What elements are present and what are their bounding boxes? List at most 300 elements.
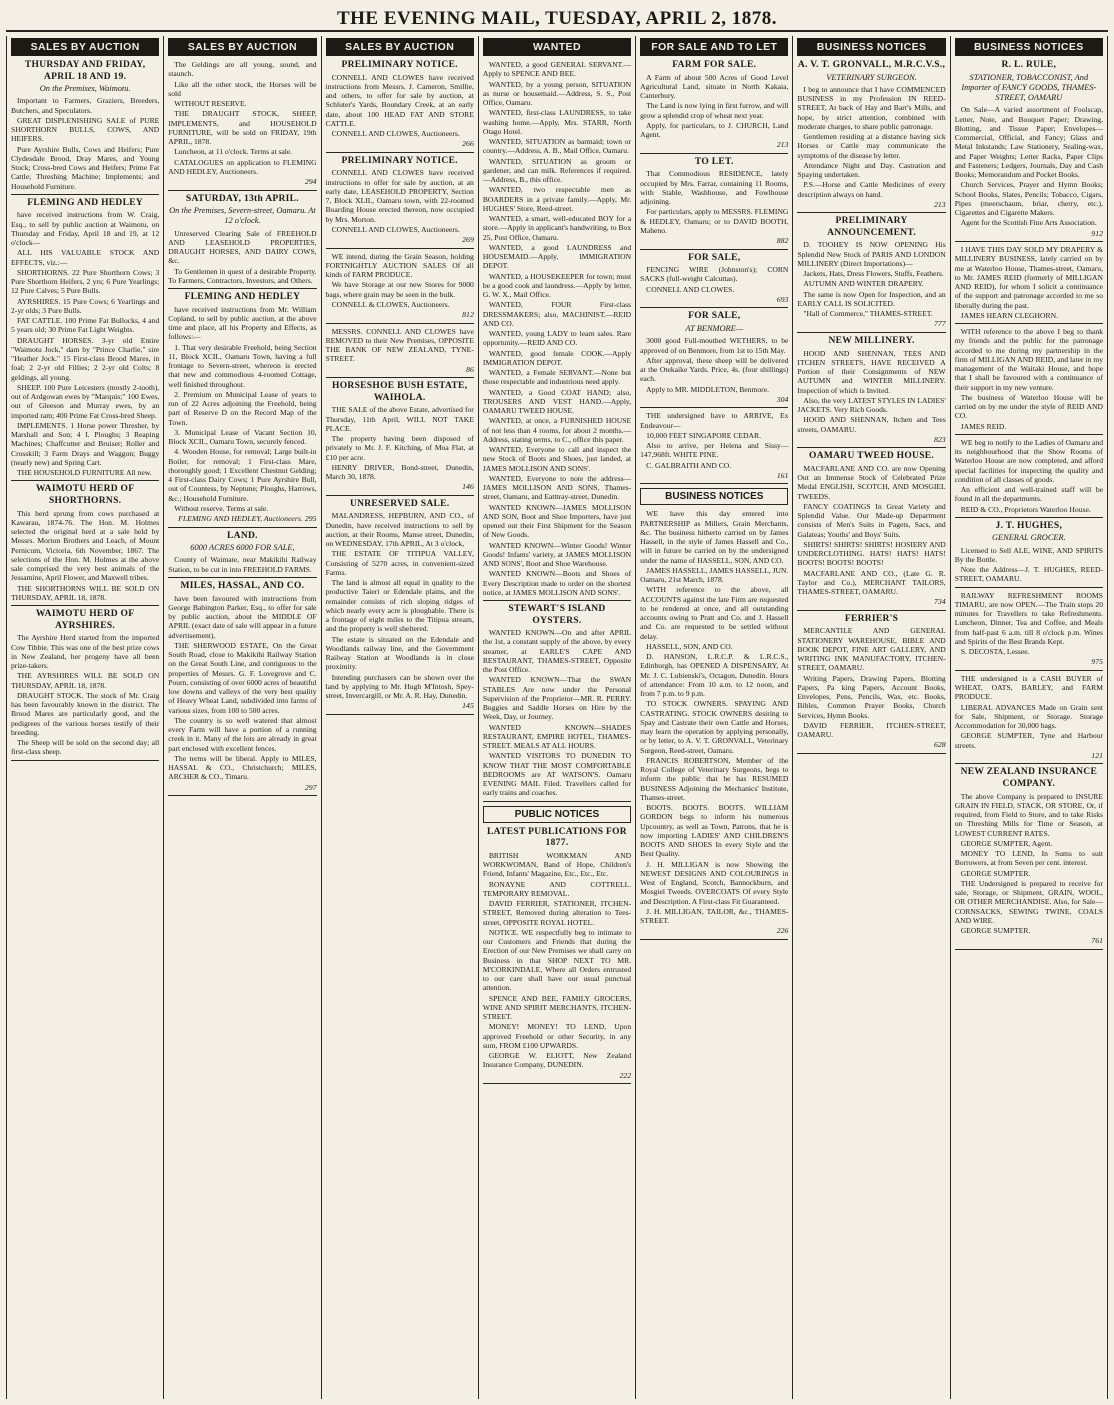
advertisement <box>640 60 788 150</box>
ad-body <box>955 105 1103 227</box>
ad-paragraph: WANTED, first-class LAUNDRESS, to take washing home.—Apply, Mrs. STARR, North Otago Hotel. <box>482 108 632 136</box>
ad-title: OAMARU TWEED HOUSE. <box>809 451 935 462</box>
ad-paragraph: Unreserved Clearing Sale of FREEHOLD AND LEASEHOLD PROPERTIES, DRAUGHT HORSES, AND DAIRY COWS, &c. <box>168 228 317 266</box>
ad-paragraph: MONEY TO LEND, In Sums to suit Borrowers, at from Seven per cent. interest. <box>954 849 1103 868</box>
ad-paragraph: MACFARLANE AND CO., (Late G. R. Taylor and Co.), MERCHANT TAILORS, THAMES-STREET, OAMARU. <box>797 568 946 597</box>
ad-title: MILES, HASSAL, AND CO. <box>180 580 305 591</box>
column-4 <box>479 36 636 1399</box>
ad-paragraph: have been favoured with instructions from George Babington Parker, Esq., to offer for sale by public auction, about the MIDDLE OF APRIL (exact date of sale will appear in a future advertisement), <box>168 593 317 640</box>
ad-paragraph: J. H. MILLIGAN is now Showing the NEWEST DESIGNS AND COLOURINGS in West of England, Scotch, Bannockburn, and Mosgiel Tweeds. OVERCOATS Of every Style and Description. A First-class Fit Guaranteed. <box>640 859 789 906</box>
advertisement <box>326 381 474 492</box>
advertisement <box>168 292 316 524</box>
ad-paragraph: HOOD AND SHENNAN, TEES AND ITCHEN STREETS, HAVE RECEIVED A Portion of their Consignments of NEW AUTUMN and WINTER MILLINERY. Inspection of which is Invited. <box>797 348 946 395</box>
ad-signature: 734 <box>934 597 946 607</box>
ad-title: R. L. RULE, <box>1001 60 1057 70</box>
ad-paragraph: GEORGE W. ELIOTT, New Zealand Insurance Company, DUNEDIN. <box>482 1051 632 1070</box>
ad-paragraph: On Sale—A varied assortment of Foolscap, Letter, Note, and Bouquet Paper; Drawing, Blotting, and Tissue Paper; Envelopes—Commercial, Official, and Fancy; Glass and Metal Inkstands; Law Stationery, Sealing-wax, and Paper Weights; Letter Racks, Paper Clips and Fasteners; Ledgers, Journals, Day and Cash Books; Memorandum and Pocket Books. <box>954 105 1103 180</box>
ad-title: J. T. HUGHES, <box>995 520 1063 531</box>
ad-paragraph: WANTED, a good GENERAL SERVANT.—Apply to SPENCE AND BEE. <box>482 60 632 79</box>
ad-divider <box>797 610 945 611</box>
ad-paragraph: JAMES HEARN CLEGHORN. <box>960 310 1058 320</box>
ad-signature: FLEMING AND HEDLEY, Auctioneers. 295 <box>178 514 317 524</box>
ad-paragraph: CONNELL & CLOWES, Auctioneers. <box>331 299 450 309</box>
ad-paragraph: Jackets, Hats, Dress Flowers, Stuffs, Feathers. <box>803 269 944 279</box>
advertisement <box>326 252 474 320</box>
ad-divider <box>640 407 788 408</box>
ad-body <box>797 349 945 434</box>
column-heading: BUSINESS NOTICES <box>955 38 1103 56</box>
ad-title: WAIMOTU HERD OF AYRSHIRES. <box>35 609 135 631</box>
ad-title: SATURDAY, 13th APRIL. <box>185 193 299 204</box>
ad-signature: 628 <box>934 740 946 750</box>
ad-paragraph: MALANDRESS, HEPBURN, AND CO., of Dunedin, have received instructions to sell by auction, at their Rooms, Manse street, Dunedin, on WEDNESDAY, 17th APRIL, At 3 o'clock, <box>325 511 474 549</box>
ad-title: PRELIMINARY NOTICE. <box>341 155 458 166</box>
ad-paragraph: WITH reference to the above, all ACCOUNTS against the late Firm are requested to be rendered at once, and all outstanding accounts owing to Pratt and Co. and J. Hassell and Co. are requested to be settled without delay. <box>640 585 789 641</box>
ad-paragraph: WE have this day entered into PARTNERSHIP as Millers, Grain Merchants, &c. The business hitherto carried on by James Hassell, in the style of James Hassell and Co., will in future be carried on by the undersigned under the name of HASSELL, SON, AND CO. <box>640 509 789 565</box>
ad-paragraph: BOOTS. BOOTS. BOOTS. WILLIAM GORDON begs to inform his numerous Upcountry, as well as Town, Patrons, that he is now importing LADIES' AND CHILDREN'S BOOTS AND SHOES In every Style and the Best Quality. <box>640 803 789 859</box>
ad-divider <box>955 434 1103 435</box>
advertisement <box>797 336 945 444</box>
ad-body <box>11 210 159 477</box>
ad-paragraph: Intending purchasers can be shown over the land by applying to Mr. Hugh M'Intosh, Spey-street, Invercargill, or Mr. A. R. Hay, Dunedin. <box>325 672 474 701</box>
column-heading: BUSINESS NOTICES <box>797 38 945 56</box>
ad-divider <box>326 248 474 249</box>
ad-paragraph: THE AYRSHIRES WILL BE SOLD ON THURSDAY, APRIL 18, 1878. <box>11 671 160 690</box>
ad-divider <box>168 527 316 528</box>
ad-paragraph: WANTED, good female COOK.—Apply IMMIGRATION DEPOT. <box>482 348 632 367</box>
ad-divider <box>326 152 474 153</box>
ad-title: PRELIMINARY ANNOUNCEMENT. <box>827 216 917 238</box>
advertisement <box>326 327 474 375</box>
ad-paragraph: FRANCIS ROBERTSON, Member of the Royal College of Veterinary Surgeons, begs to inform the public that he has RESUMED BUSINESS Adjoining the Mechanics' Institute, Thames-street. <box>640 755 789 802</box>
ad-paragraph: County of Waimate, near Makikihi Railway Station, to be cut in into FREEHOLD FARMS. <box>168 555 317 574</box>
ad-paragraph: Important to Farmers, Graziers, Breeders, Butchers, and Speculators. <box>11 96 160 115</box>
ad-subtitle: 6000 ACRES 6000 FOR SALE, <box>190 543 295 553</box>
advertisement <box>955 767 1103 945</box>
column-heading: FOR SALE AND TO LET <box>640 38 788 56</box>
ad-paragraph: GEORGE SUMPTER. <box>960 926 1031 936</box>
ad-title: A. V. T. GRONVALL, M.R.C.V.S., <box>797 60 946 70</box>
ad-paragraph: Licensed to Sell ALE, WINE, AND SPIRITS By the Bottle. <box>954 545 1103 564</box>
advertisement <box>168 194 316 286</box>
ad-body <box>797 85 945 199</box>
ad-paragraph: AYRSHIRES. 15 Pure Cows; 6 Yearlings and 2-yr olds; 3 Pure Bulls. <box>11 296 160 315</box>
ad-paragraph: Writing Papers, Drawing Papers, Blotting Papers, Pa king Papers, Account Books, Envelopes, Pens, Pencils, Wax, etc. Books, Bibles, Common Prayer Books, Church Services, Hymn Books. <box>797 673 946 720</box>
ad-body <box>955 674 1103 750</box>
ad-divider <box>640 483 788 484</box>
column-heading: SALES BY AUCTION <box>168 38 316 56</box>
ad-signature: 213 <box>776 140 789 150</box>
ad-title: STEWART'S ISLAND OYSTERS. <box>508 604 606 626</box>
ad-signature: 213 <box>934 199 946 209</box>
ad-signature: 297 <box>304 782 317 792</box>
ad-paragraph: REID & CO., Proprietors Waterloo House. <box>960 504 1091 514</box>
ad-signature: 975 <box>1091 657 1103 667</box>
ad-divider <box>640 939 788 940</box>
ad-paragraph: BRITISH WORKMAN AND WORKWOMAN, Band of Hope, Children's Friend, Infants' Magazine, Etc., Etc., Etc. <box>482 850 632 879</box>
ad-divider <box>955 763 1103 764</box>
advertisement <box>640 311 788 404</box>
ad-paragraph: WITHOUT RESERVE. <box>174 99 247 108</box>
ad-signature: 86 <box>466 364 474 374</box>
ad-paragraph: Luncheon, at 11 o'clock. Terms at sale. <box>174 147 293 157</box>
ad-paragraph: WANTED, a smart, well-educated BOY for a store.—Apply in applicant's handwriting, to Box 25, Post Office, Oamaru. <box>482 214 632 242</box>
ad-paragraph: GEORGE SUMPTER, Agent. <box>960 838 1053 848</box>
ad-divider <box>797 212 945 213</box>
ad-subtitle: AT BENMORE— <box>685 324 744 334</box>
column-3 <box>322 36 479 1399</box>
ad-paragraph: WANTED KNOWN—Boots and Shoes of Every Description made to order on the shortest notice, at JAMES MOLLISON AND SONS'. <box>482 569 632 597</box>
ad-signature: 222 <box>619 1070 632 1080</box>
ad-paragraph: DAVID FERRIER, STATIONER, ITCHEN-STREET, Removed during alteration to Tees-street, OPPOSITE ROYAL HOTEL. <box>482 899 632 927</box>
ad-title: LATEST PUBLICATIONS FOR 1877. <box>487 826 627 849</box>
ad-body <box>640 73 788 140</box>
ad-paragraph: The Land is now lying in first furrow, and will grow a splendid crop of wheat next year. <box>640 101 789 120</box>
ad-body <box>168 60 316 176</box>
ad-paragraph: The Ayrshire Herd started from the imported Cow Tibbie. This was one of the best prize cows in New Zealand, her progeny have all been prize-takers. <box>11 633 160 671</box>
ad-signature: 912 <box>1091 228 1103 238</box>
ad-paragraph: That Commodious RESIDENCE, lately occupied by Mrs. Farrar, containing 11 Rooms, with Stable, Washhouse, and Fowlhouse adjoining. <box>640 169 789 207</box>
ad-divider <box>797 753 945 754</box>
ad-paragraph: IMPLEMENTS. 1 Horse power Thresher, by Marshall and Son; 4 I. Ploughs; 3 Reaping Machines; Chaffcutter and Bruiser; Roller and Crosskill; 3 Farm Drays and Waggon; Buggy (nearly new) and Spring Cart. <box>11 420 160 467</box>
ad-title: FOR SALE, <box>688 311 741 322</box>
ad-paragraph: FANCY COATINGS In Great Variety and Splendid Value. Our Made-up Department consists of Men's Suits in Pagets, Sacs, and Galateas; Youths' and Boys' Suits. <box>797 501 946 539</box>
ad-paragraph: THE SALE of the above Estate, advertised for Thursday, 11th April, WILL NOT TAKE PLACE. <box>325 405 474 433</box>
ad-subtitle: On the Premises, Waimotu. <box>39 84 131 94</box>
ad-paragraph: GEORGE SUMPTER. <box>960 868 1031 878</box>
ad-body <box>326 511 474 700</box>
ad-paragraph: To Gentlemen in quest of a desirable Property. To Farmers, Contractors, Investors, and Others. <box>168 266 317 285</box>
ad-signature: 823 <box>934 434 946 444</box>
ad-paragraph: WANTED VISITORS TO DUNEDIN TO KNOW THAT THE MOST COMFORTABLE BEDROOMS are AT WATSON'S. Oamaru EVENING MAIL Filed. Travellers called for early trains and coaches. <box>482 751 632 798</box>
section-heading: PUBLIC NOTICES <box>483 806 631 823</box>
advertisement <box>11 198 159 478</box>
ad-body <box>955 438 1103 514</box>
ad-paragraph: THE SHORTHORNS WILL BE SOLD ON THURSDAY, APRIL 18, 1878. <box>11 583 160 602</box>
ad-paragraph: WANTED KNOWN—Winter Goods! Winter Goods! Infants' variety, at JAMES MOLLISON AND SONS', Boot and Shoe Warehouse. <box>482 540 632 568</box>
advertisement <box>640 411 788 480</box>
ad-signature: 294 <box>304 177 317 186</box>
advertisement <box>640 509 788 936</box>
ad-paragraph: SHEEP. 100 Pure Leicesters (mostly 2-tooth), out of Ardgowan ewes by "Marquis;" 100 Ewes, out of Gleeson and Murray ewes, by an imported ram; 400 Prime Fat Cross-bred Sheep. <box>11 382 160 420</box>
ad-divider <box>483 600 631 601</box>
ad-body <box>326 252 474 310</box>
column-6 <box>793 36 950 1399</box>
ad-paragraph: WANTED, young LADY to learn sales. Rare opportunity.—REID AND CO. <box>482 329 632 348</box>
advertisement <box>168 581 316 792</box>
ad-body <box>168 305 316 514</box>
ad-divider <box>640 153 788 154</box>
ad-paragraph: Also, the very LATEST STYLES IN LADIES' JACKETS. Very Rich Goods. <box>797 395 946 415</box>
ad-paragraph: 3000 good Full-mouthed WETHERS, to be approved of on Benmore, from 1st to 15th May. <box>640 336 789 355</box>
ad-signature: 882 <box>776 236 789 246</box>
ad-divider <box>11 760 159 761</box>
ad-body <box>955 591 1103 657</box>
ad-paragraph: WANTED, two respectable men as BOARDERS in a private family.—Apply, Mr. HUGHES' Store, Reed-street. <box>482 185 632 213</box>
ad-paragraph: RAILWAY REFRESHMENT ROOMS TIMARU, are now OPEN.—The Train stops 20 minutes for Travellers to take Refreshments. Luncheon, Dinner, Tea and Coffee, and Meals from half-past 6 a.m. till 8 o'clock p.m. Wines and Spirits of the Best Brands Kept. <box>954 590 1103 646</box>
ad-paragraph: WANTED KNOWN—On and after APRIL the 1st, a constant supply of the above, by every steamer, at EARLE'S CAPE AND RESTAURANT, THAMES-STREET, Opposite the Post Office. <box>482 628 632 675</box>
ad-paragraph: THE HOUSEHOLD FURNITURE All new. <box>17 468 152 478</box>
ad-paragraph: SHIRTS! SHIRTS! SHIRTS! HOSIERY AND UNDERCLOTHING. HATS! HATS! HATS! BOOTS! BOOTS! BOOTS! <box>797 539 946 568</box>
ad-paragraph: D. TOOHEY IS NOW OPENING His Splendid New Stock of PARIS AND LONDON MILLINERY (Direct Importations)— <box>797 240 946 268</box>
ad-paragraph: MESSRS. CONNELL AND CLOWES have REMOVED to their New Premises, OPPOSITE THE BANK OF NEW ZEALAND, TYNE-STREET. <box>325 326 474 364</box>
advertisement <box>955 327 1103 431</box>
ad-paragraph: Agent for the Scottish Fine Arts Association. <box>960 218 1097 228</box>
ad-paragraph: The estate is situated on the Edendale and Woodlands railway line, and the Government Railway Station at Woodlands is in close proximity. <box>325 634 474 672</box>
ad-body <box>168 555 316 574</box>
ad-paragraph: Apply, for particulars, to J. CHURCH, Land Agent. <box>640 120 789 140</box>
ad-paragraph: TO STOCK OWNERS. SPAYING AND CASTRATING. STOCK OWNERS desiring to Spay and Castrate their own Cattle and Horses, may learn the operation by applying personally, or by letter, to A. V. T. GRONVALL, Veterinary Surgeon, Reed-street, Oamaru. <box>640 699 789 755</box>
ad-divider <box>168 795 316 796</box>
ad-body <box>640 265 788 294</box>
advertisement <box>11 484 159 602</box>
ad-divider <box>11 480 159 481</box>
advertisement <box>955 60 1103 238</box>
ad-paragraph: WANTED, SITUATION as groom or gardener, and can milk. References if required.—Address, B., this office. <box>482 156 632 184</box>
advertisement <box>483 60 631 597</box>
ad-divider <box>326 495 474 496</box>
advertisement <box>326 499 474 711</box>
ad-paragraph: An efficient and well-trained staff will be found in all the departments. <box>954 485 1103 504</box>
advertisement <box>168 60 316 187</box>
ad-subtitle: STATIONER, TOBACCONIST, And Importer of FANCY GOODS, THAMES-STREET, OAMARU <box>961 72 1097 103</box>
masthead: THE EVENING MAIL, TUESDAY, APRIL 2, 1878. <box>6 0 1108 32</box>
ad-body <box>640 411 788 470</box>
advertisement <box>797 216 945 329</box>
ad-title: PRELIMINARY NOTICE. <box>341 60 458 70</box>
ad-paragraph: MACFARLANE AND CO. are now Opening Out an Immense Stock of Celebrated Prize Medal ENGLISH, SCOTCH, AND MOSGIEL TWEEDS. <box>797 463 946 501</box>
advertisement <box>955 245 1103 320</box>
ad-signature: 266 <box>462 139 474 149</box>
ad-body <box>483 628 631 798</box>
advertisement <box>797 451 945 607</box>
ad-paragraph: "Hall of Commerce," THAMES-STREET. <box>803 309 933 319</box>
ad-paragraph: CATALOGUES on application to FLEMING AND HEDLEY, Auctioneers. <box>168 157 317 176</box>
ad-body <box>11 96 159 191</box>
ad-body <box>326 73 474 139</box>
ad-paragraph: DRAUGHT HORSES. 3-yr old Entire "Waimotu Jock," dam by "Prince Charlie," sire "Heather Jock." 15 First-class Brood Mares, in foal; 2 2-yr old Fillies; 2 2-yr old Colts; 8 geldings, all young. <box>11 335 160 382</box>
ad-paragraph: WANTED, by a young person, SITUATION as nurse or housemaid.—Address, S. S., Post Office, Oamaru. <box>482 79 632 107</box>
ad-body <box>955 546 1103 584</box>
ad-paragraph: have received instructions from Mr. William Copland, to sell by public auction, at the above time and place, all his Property and Effects, as follows:— <box>168 304 317 342</box>
ad-title: LAND. <box>227 530 258 541</box>
advertisement <box>326 156 474 245</box>
advertisement <box>326 60 474 149</box>
ad-paragraph: Apply to MR. MIDDLETON, Benmore. <box>646 384 769 394</box>
ad-signature: 693 <box>776 294 789 304</box>
advertisement <box>11 609 159 756</box>
ad-divider <box>640 249 788 250</box>
ad-divider <box>797 332 945 333</box>
ad-divider <box>955 587 1103 588</box>
ad-paragraph: HOOD AND SHENNAN, Itchen and Tees streets, OAMARU. <box>797 415 946 434</box>
ad-paragraph: ALL HIS VALUABLE STOCK AND EFFECTS, viz.:— <box>11 248 160 267</box>
ad-paragraph: Also to arrive, per Helena and Sissy—147,968ft. WHITE PINE. <box>640 441 789 460</box>
ad-paragraph: WANTED, Everyone to call and inspect the new Stock of Boots and Shoes, just landed, at JAMES MOLLISON AND SONS'. <box>482 445 632 473</box>
column-grid <box>6 36 1108 1399</box>
ad-title: NEW MILLINERY. <box>828 335 915 346</box>
column-5 <box>636 36 793 1399</box>
ad-signature: 226 <box>776 926 789 936</box>
ad-subtitle: On the Premises, Severn-street, Oamaru. At 12 o'clock. <box>169 206 316 226</box>
ad-paragraph: CONNELL AND CLOWES, Auctioneers. <box>331 224 460 234</box>
ad-paragraph: WANTED, SITUATION as barmaid; town or country.—Address, A. B., Mail Office, Oamaru. <box>482 137 632 156</box>
ad-paragraph: For particulars, apply to MESSRS. FLEMING & HEDLEY, Oamaru; or to DAVID BOOTH, Maheno. <box>640 207 789 235</box>
ad-divider <box>326 377 474 378</box>
ad-paragraph: CONNELL AND CLOWES have received instructions from Messrs. J. Cameron, Smillie, and others, to offer for sale by auction, at Schluter's Yards, Boundary Creek, at an early date, about 100 HEAD FAT AND STORE CATTLE. <box>325 72 474 128</box>
ad-paragraph: D. HANSON, L.R.C.P. & L.R.C.S., Edinburgh, has OPENED A DISPENSARY, At Mr. J. C. Lubienski's, Octagon, Dunedin. Hours of attendance: From 10 a.m. to 12 noon, and from 7 p.m. to 9 p.m. <box>640 652 789 699</box>
ad-paragraph: THE undersigned is a CASH BUYER of WHEAT, OATS, BARLEY, and FARM PRODUCE. <box>954 673 1103 702</box>
advertisement <box>955 438 1103 514</box>
ad-body <box>326 168 474 234</box>
ad-paragraph: WANTED KNOWN—JAMES MOLLISON AND SON, Boot and Shoe Importers, have just opened out their First Shipment for the Season of New Goods. <box>482 502 632 540</box>
ad-body <box>797 464 945 597</box>
advertisement <box>483 604 631 798</box>
ad-paragraph: JAMES HASSELL, JAMES HASSELL, JUN. Oamaru, 21st March, 1878. <box>640 565 789 585</box>
ad-paragraph: GREAT DISPLENISHING SALE of PURE SHORTHORN BULLS, COWS, AND HEIFERS. <box>11 115 160 144</box>
ad-paragraph: THE undersigned have to ARRIVE, Ex Endeavour— <box>640 411 789 430</box>
advertisement <box>11 60 159 191</box>
ad-divider <box>483 1083 631 1084</box>
advertisement <box>797 614 945 750</box>
ad-paragraph: MONEY! MONEY! TO LEND, Upon approved Freehold or other Security, in any sum, FROM £100 UPWARDS. <box>482 1022 632 1050</box>
ad-signature: 304 <box>776 394 789 404</box>
ad-paragraph: I HAVE THIS DAY SOLD MY DRAPERY & MILLINERY BUSINESS, lately carried on by me at Waterloo House, Thames-street, Oamaru, to Mr. JAMES REID (formerly of MILLIGAN AND REID), for whom I solicit a continuance of the support and patronage accorded to me so liberally during the past. <box>954 245 1103 310</box>
ad-title: TO LET. <box>694 156 734 167</box>
ad-paragraph: HENRY DRIVER, Bond-street, Dunedin, March 30, 1878. <box>325 462 474 482</box>
ad-paragraph: AUTUMN AND WINTER DRAPERY. <box>803 279 924 289</box>
ad-paragraph: THE DRAUGHT STOCK, SHEEP, IMPLEMENTS, and HOUSEHOLD FURNITURE, will be sold on FRIDAY, 19th APRIL, 1878. <box>168 109 317 146</box>
advertisement <box>640 157 788 246</box>
ad-paragraph: WANTED, at once, a FURNISHED HOUSE of not less than 4 rooms, for about 2 months.—Address, stating terms, to C., office this paper. <box>482 416 632 444</box>
ad-paragraph: WANTED KNOWN—That the SWAN STABLES Are now under the Personal Supervision of the Proprietor—MR. R. PERRY. Buggies and Saddle Horses on Hire by the Week, Day, or Journey. <box>482 675 632 722</box>
ad-paragraph: The property having been disposed of privately to Mr. J. F. Kitching, of Moa Flat, at £10 per acre. <box>325 434 474 462</box>
ad-paragraph: WANTED, Everyone to note the address—JAMES MOLLISON AND SONS, Thames-street, Oamaru, and Eatttray-street, Dunedin. <box>482 473 632 502</box>
ad-paragraph: SHORTHORNS. 22 Pure Shorthorn Cows; 3 Pure Shorthorn Heifers, 2 yrs; 6 Pure Yearlings; 12 Pure Calves; 5 Pure Bulls. <box>11 267 160 296</box>
ad-paragraph: CONNELL AND CLOWES have received instructions to offer for sale by auction, at an early date, LEASEHOLD PROPERTY, Section 7, Block XLII., Oamaru town, with 22-roomed Boarding House erected thereon, now occupied by Mrs. Morton. <box>325 168 474 224</box>
ad-body <box>11 509 159 603</box>
ad-body <box>797 240 945 318</box>
column-7 <box>951 36 1108 1399</box>
ad-paragraph: The same is now Open for Inspection, and an EARLY CALL IS SOLICITED. <box>797 289 946 308</box>
ad-paragraph: RONAYNE AND COTTRELL. TEMPORARY REMOVAL. <box>482 879 632 898</box>
ad-divider <box>955 670 1103 671</box>
advertisement <box>797 60 945 209</box>
advertisement <box>955 674 1103 761</box>
ad-paragraph: 10,000 FEET SINGAPORE CEDAR. <box>646 430 761 440</box>
ad-body <box>640 336 788 394</box>
ad-paragraph: MERCANTILE AND GENERAL STATIONERY WAREHOUSE, BIBLE AND BOOK DEPOT, FINE ART GALLERY, AND WRITING INK MANUFACTORY, ITCHEN-STREET, OAMARU. <box>797 626 946 673</box>
ad-title: NEW ZEALAND INSURANCE COMPANY. <box>960 767 1098 789</box>
ad-paragraph: The Geldings are all young, sound, and staunch. <box>168 60 317 79</box>
ad-paragraph: JAMES REID. <box>960 421 1007 431</box>
column-heading: SALES BY AUCTION <box>326 38 474 56</box>
ad-body <box>640 509 788 925</box>
ad-divider <box>168 577 316 578</box>
ad-divider <box>326 323 474 324</box>
ad-paragraph: CONNELL AND CLOWES, Auctioneers. <box>331 129 460 139</box>
ad-body <box>640 169 788 235</box>
advertisement <box>955 591 1103 667</box>
ad-paragraph: Church Services, Prayer and Hymn Books; School Books, Slates, Pencils; Tobacco, Cigars, Pipes (meerschaum, briar, cherry, etc.), Cigarettes and Cigarette Makers. <box>954 180 1103 218</box>
ad-title: UNRESERVED SALE. <box>349 498 450 509</box>
ad-paragraph: The country is so well watered that almost every Farm will have a portion of a running creek in it. Many of the lots are already in great part enclosed with excellent fences. <box>168 715 317 753</box>
ad-paragraph: THE SHERWOOD ESTATE, On the Great South Road, close to Makikihi Railway Station on the Great South Line, and contiguous to the properties of Messrs. G. F. Lovegrove and C. Pourn, consisting of over 6000 acres of beautiful low downs and valleys of the very best quality of Heavy Wheat Land, subdivided into farms of various sizes, from 100 to 500 acres. <box>168 640 317 715</box>
ad-divider <box>11 194 159 195</box>
ad-paragraph: The land is almost all equal in quality to the productive Taieri or Edendale plains, and the remainder consists of rich sloping ridges of which nearly every acre is ploughable. There is a frontage of eight miles to the Titipua stream, and the property is well sheltered. <box>325 578 474 634</box>
ad-divider <box>11 605 159 606</box>
ad-divider <box>168 288 316 289</box>
ad-divider <box>326 714 474 715</box>
ad-paragraph: J. H. MILLIGAN, TAILOR, &c., THAMES-STREET. <box>640 906 789 926</box>
advertisement <box>955 521 1103 584</box>
ad-signature: 761 <box>1091 936 1103 946</box>
ad-body <box>168 229 316 286</box>
ad-paragraph: WE beg to notify to the Ladies of Oamaru and its neighbourhood that the Show Rooms of Waterloo House are now completed, and afford special facilities for inspecting the quality and condition of all classes of goods. <box>954 437 1103 484</box>
column-heading: WANTED <box>483 38 631 56</box>
ad-paragraph: SPENCE AND BEE, FAMILY GROCERS, WINE AND SPIRIT MERCHANTS, ITCHEN-STREET. <box>482 993 632 1022</box>
column-2 <box>164 36 321 1399</box>
ad-divider <box>797 447 945 448</box>
ad-paragraph: A Farm of about 500 Acres of Good Level Agricultural Land, situate in North Kakaia, Canterbury. <box>640 72 789 101</box>
ad-title: FERRIER'S <box>844 613 899 624</box>
ad-paragraph: FAT CATTLE. 100 Prime Fat Bullocks, 4 and 5 years old; 30 Prime Fat Light Weights. <box>11 316 160 335</box>
ad-paragraph: C. GALBRAITH AND CO. <box>646 460 732 470</box>
ad-divider <box>955 241 1103 242</box>
ad-paragraph: WITH reference to the above I beg to thank my friends and the public for the patronage accorded to me during my partnership in the firm of MILLIGAN AND REID, and later in my management of the Waitaki House, and hope that I shall be favoured with a continuance of their support in my new venture. <box>954 327 1103 392</box>
ad-title: HORSESHOE BUSH ESTATE, WAIHOLA. <box>332 381 468 403</box>
ad-paragraph: Note the Address—J. T. HUGHES, REED-STREET, OAMARU. <box>954 565 1103 584</box>
advertisement <box>640 253 788 305</box>
ad-title: THURSDAY AND FRIDAY, APRIL 18 AND 19. <box>24 60 146 82</box>
ad-signature: 812 <box>462 310 474 320</box>
ad-paragraph: WANTED, a Female SERVANT.—None but those respectable and industrious need apply. <box>482 368 632 387</box>
ad-divider <box>483 801 631 802</box>
ad-paragraph: 1. That very desirable Freehold, being Section 11, Block XCII., Oamaru Town, having a full frontage to Severn-street, whereon is erected that new and commodious 4-roomed Cottage, well finished throughout. <box>168 342 317 389</box>
ad-paragraph: Without reserve. Terms at sale. <box>174 503 269 513</box>
ad-body <box>955 245 1103 320</box>
ad-title: FLEMING AND HEDLEY <box>184 292 301 303</box>
ad-subtitle: GENERAL GROCER. <box>991 533 1066 543</box>
ad-paragraph: The Sheep will be sold on the second day; all first-class sheep. <box>11 738 160 757</box>
ad-paragraph: CONNELL AND CLOWES. <box>646 284 735 294</box>
ad-divider <box>640 307 788 308</box>
column-1 <box>7 36 164 1399</box>
advertisement <box>483 827 631 1080</box>
ad-divider <box>955 517 1103 518</box>
ad-body <box>483 851 631 1070</box>
ad-signature: 269 <box>462 235 474 245</box>
ad-divider <box>168 190 316 191</box>
ad-title: FOR SALE, <box>688 252 741 263</box>
ad-paragraph: WANTED, a good LAUNDRESS and HOUSEMAID.—Apply, IMMIGRATION DEPOT. <box>482 242 632 271</box>
ad-body <box>326 405 474 481</box>
ad-body <box>11 633 159 756</box>
ad-paragraph: WANTED KNOWN—SHADES RESTAURANT, EMPIRE HOTEL, THAMES-STREET. MEALS AT ALL HOURS. <box>482 722 632 751</box>
ad-paragraph: Like all the other stock, the Horses will be sold <box>168 79 317 98</box>
ad-paragraph: GEORGE SUMPTER, Tyne and Harbour streets. <box>954 731 1103 750</box>
ad-paragraph: Pure Ayrshire Bulls, Cows and Heifers; Pure Clydesdale Brood, Dray Mares, and Young Stock; Cross-bred Cows and Heifers; Prime Fat Cattle; Threshing Machine; Implements; and Household Furniture. <box>11 144 160 191</box>
ad-signature: 121 <box>1091 750 1103 760</box>
ad-title: FARM FOR SALE. <box>672 60 757 70</box>
ad-paragraph: This herd sprung from cows purchased at Kawarau, 1874-76. The Hon. M. Holmes selected the original herd at a sale held by Messrs. Morton Brothers and Leach, of Mount Pernicum, Victoria, 6th November, 1867. The selections of the Hon. M. Holmes at the above sale comprised the very best animals of the Jessamine, April Flower, and Maxwell tribes. <box>11 508 160 583</box>
ad-body <box>797 626 945 739</box>
ad-body <box>483 60 631 597</box>
ad-paragraph: P.S.—Horse and Cattle Medicines of every description always on hand. <box>797 180 946 199</box>
ad-paragraph: After approval, these sheep will be delivered at the Otekaike Yards. Price, 4s. (four shillings) each. <box>640 355 789 384</box>
ad-paragraph: HASSELL, SON, AND CO. <box>646 641 733 651</box>
ad-paragraph: We have Storage at our new Stores for 9000 bags, where grain may be seen in the bulk. <box>325 280 474 299</box>
